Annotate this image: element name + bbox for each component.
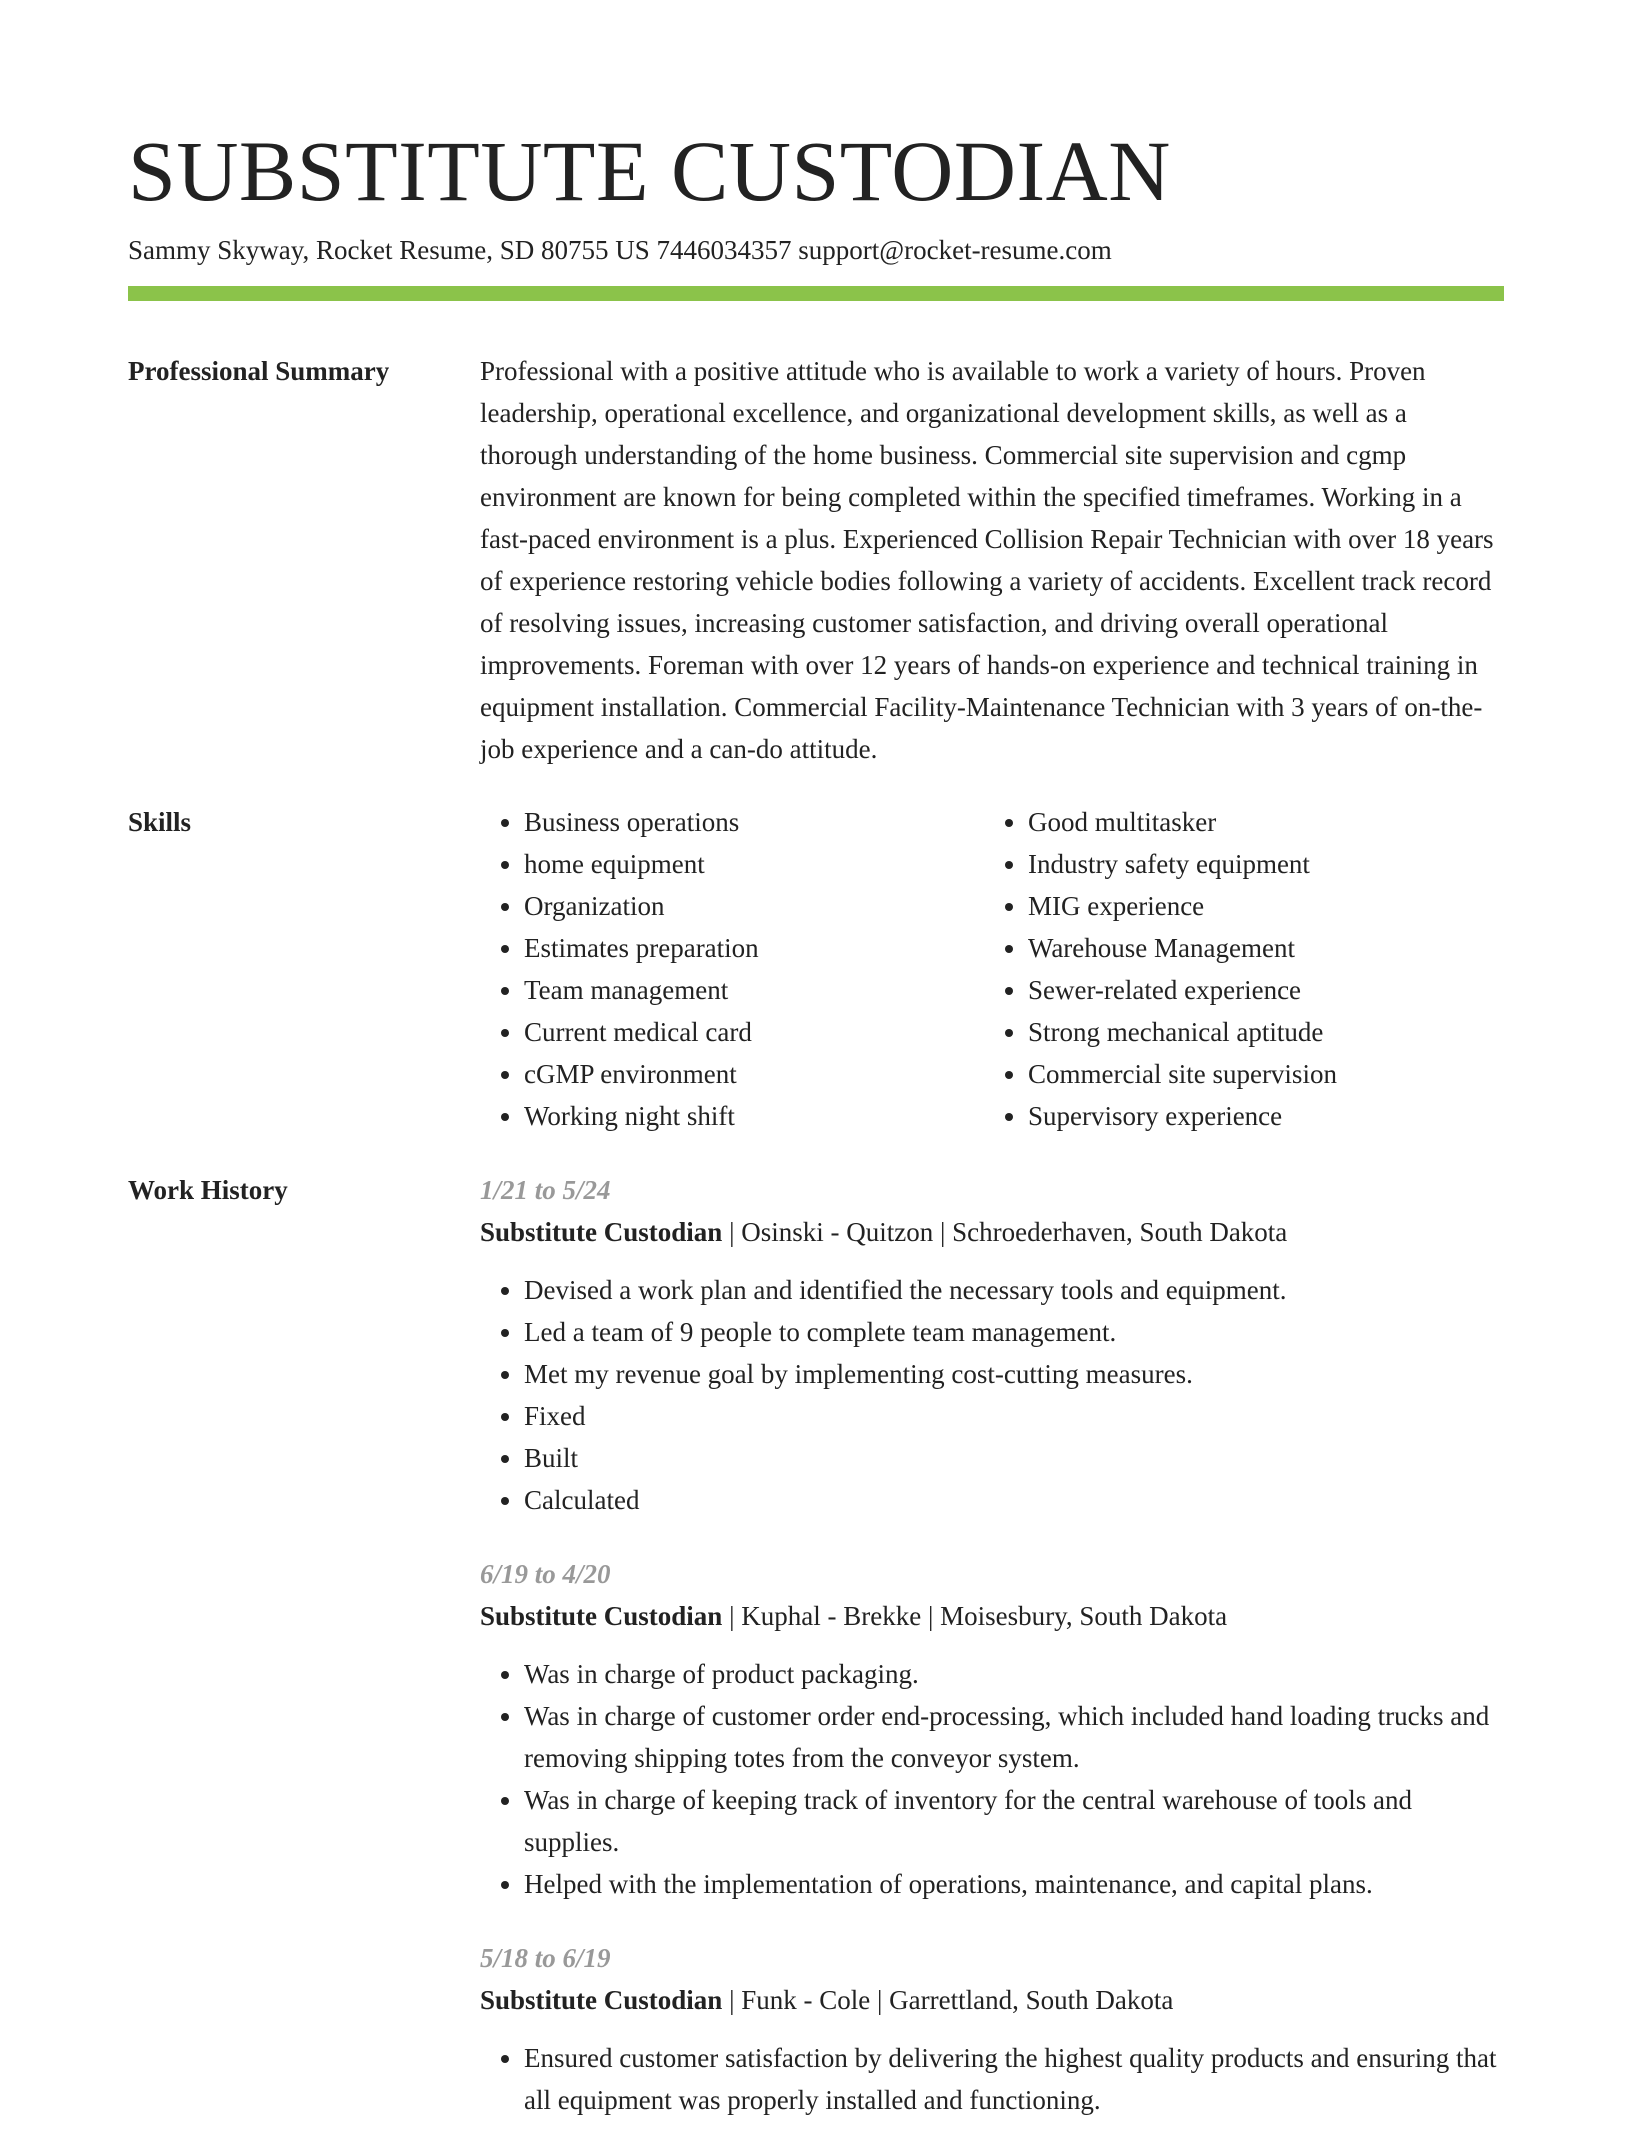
job-title: Substitute Custodian — [480, 1985, 723, 2015]
job-location: Moisesbury, South Dakota — [940, 1601, 1228, 1631]
summary-text: Professional with a positive attitude who is available to work a variety of hours. Proven leadership, operational excellence, and organizational development skills, as well as a thorough understanding of the home business. Commercial site supervision and cgmp environment are known for being completed within the specified timeframes. Working in a fast-paced environment is a plus. Experienced Collision Repair Technician with over 18 years of experience restoring vehicle bodies following a variety of accidents. Excellent track record of resolving issues, increasing customer satisfaction, and driving overall operational improvements. Foreman with over 12 years of hands-on experience and technical training in equipment installation. Commercial Facility-Maintenance Technician with 3 years of on-the-job experience and a can-do attitude. — [480, 356, 1494, 764]
job-separator: | — [722, 1601, 742, 1631]
work-history-title: Work History — [128, 1175, 288, 1205]
job-dates: 1/21 to 5/24 — [480, 1175, 611, 1205]
skill-item: • Estimates preparation — [524, 927, 984, 969]
skills-body — [480, 801, 1504, 1137]
summary-body — [480, 350, 1504, 770]
skill-item: • Warehouse Management — [1028, 927, 1488, 969]
job-location: Schroederhaven, South Dakota — [952, 1217, 1288, 1247]
job-company: Funk - Cole — [741, 1985, 871, 2015]
skills-title: Skills — [128, 807, 192, 837]
job-bullet-list — [480, 1269, 1504, 1521]
skill-item: • cGMP environment — [524, 1053, 984, 1095]
work-history-body — [480, 1169, 1504, 2153]
skill-item: • Supervisory experience — [1028, 1095, 1488, 1137]
summary-title: Professional Summary — [128, 356, 390, 386]
skill-item: • Sewer-related experience — [1028, 969, 1488, 1011]
skill-item: • Team management — [524, 969, 984, 1011]
job-bullet: • Fixed — [524, 1395, 1504, 1437]
skill-item: • MIG experience — [1028, 885, 1488, 927]
job-dates: 6/19 to 4/20 — [480, 1559, 611, 1589]
skill-item: • Business operations — [524, 801, 984, 843]
job-separator: | — [933, 1217, 953, 1247]
skill-item: • home equipment — [524, 843, 984, 885]
skill-item: • Organization — [524, 885, 984, 927]
job-bullet: • Was in charge of customer order end-processing, which included hand loading trucks and removing shipping totes from the conveyor system. — [524, 1695, 1504, 1779]
job-bullet-list — [480, 2037, 1504, 2121]
job-bullet: • Helped with the implementation of operations, maintenance, and capital plans. — [524, 1863, 1504, 1905]
job-bullet: • Led a team of 9 people to complete team management. — [524, 1311, 1504, 1353]
job-bullet: • Calculated — [524, 1479, 1504, 1521]
job-company: Kuphal - Brekke — [741, 1601, 922, 1631]
job-bullet: • Devised a work plan and identified the necessary tools and equipment. — [524, 1269, 1504, 1311]
job-bullet-list — [480, 1653, 1504, 1905]
job-bullet: • Was in charge of keeping track of inventory for the central warehouse of tools and supplies. — [524, 1779, 1504, 1863]
skills-list-left — [480, 801, 984, 1137]
skill-item: • Working night shift — [524, 1095, 984, 1137]
skill-item: • Strong mechanical aptitude — [1028, 1011, 1488, 1053]
skill-item: • Commercial site supervision — [1028, 1053, 1488, 1095]
job-separator: | — [722, 1217, 742, 1247]
job-entry — [480, 1553, 1504, 1905]
job-heading — [480, 1595, 1504, 1637]
job-bullet: • Was in charge of product packaging. — [524, 1653, 1504, 1695]
job-dates: 5/18 to 6/19 — [480, 1943, 611, 1973]
job-bullet: • Built — [524, 1437, 1504, 1479]
skill-item: • Industry safety equipment — [1028, 843, 1488, 885]
job-heading — [480, 1211, 1504, 1253]
job-company: Osinski - Quitzon — [741, 1217, 934, 1247]
job-title: Substitute Custodian — [480, 1601, 723, 1631]
job-entry — [480, 1169, 1504, 1521]
job-separator: | — [722, 1985, 742, 2015]
contact-info: Sammy Skyway, Rocket Resume, SD 80755 US 7446034357 support@rocket-resume.com — [128, 235, 1112, 265]
job-heading — [480, 1979, 1504, 2021]
skill-item: • Current medical card — [524, 1011, 984, 1053]
resume-name-heading: SUBSTITUTE CUSTODIAN — [128, 123, 1171, 219]
job-entry — [480, 1937, 1504, 2121]
job-separator: | — [870, 1985, 890, 2015]
skills-list-right — [984, 801, 1488, 1137]
job-location: Garrettland, South Dakota — [889, 1985, 1174, 2015]
skill-item: • Good multitasker — [1028, 801, 1488, 843]
job-title: Substitute Custodian — [480, 1217, 723, 1247]
job-bullet: • Met my revenue goal by implementing cost-cutting measures. — [524, 1353, 1504, 1395]
job-bullet: • Ensured customer satisfaction by delivering the highest quality products and ensuring that all equipment was properly installed and functioning. — [524, 2037, 1504, 2121]
accent-divider — [128, 286, 1504, 301]
job-separator: | — [921, 1601, 941, 1631]
